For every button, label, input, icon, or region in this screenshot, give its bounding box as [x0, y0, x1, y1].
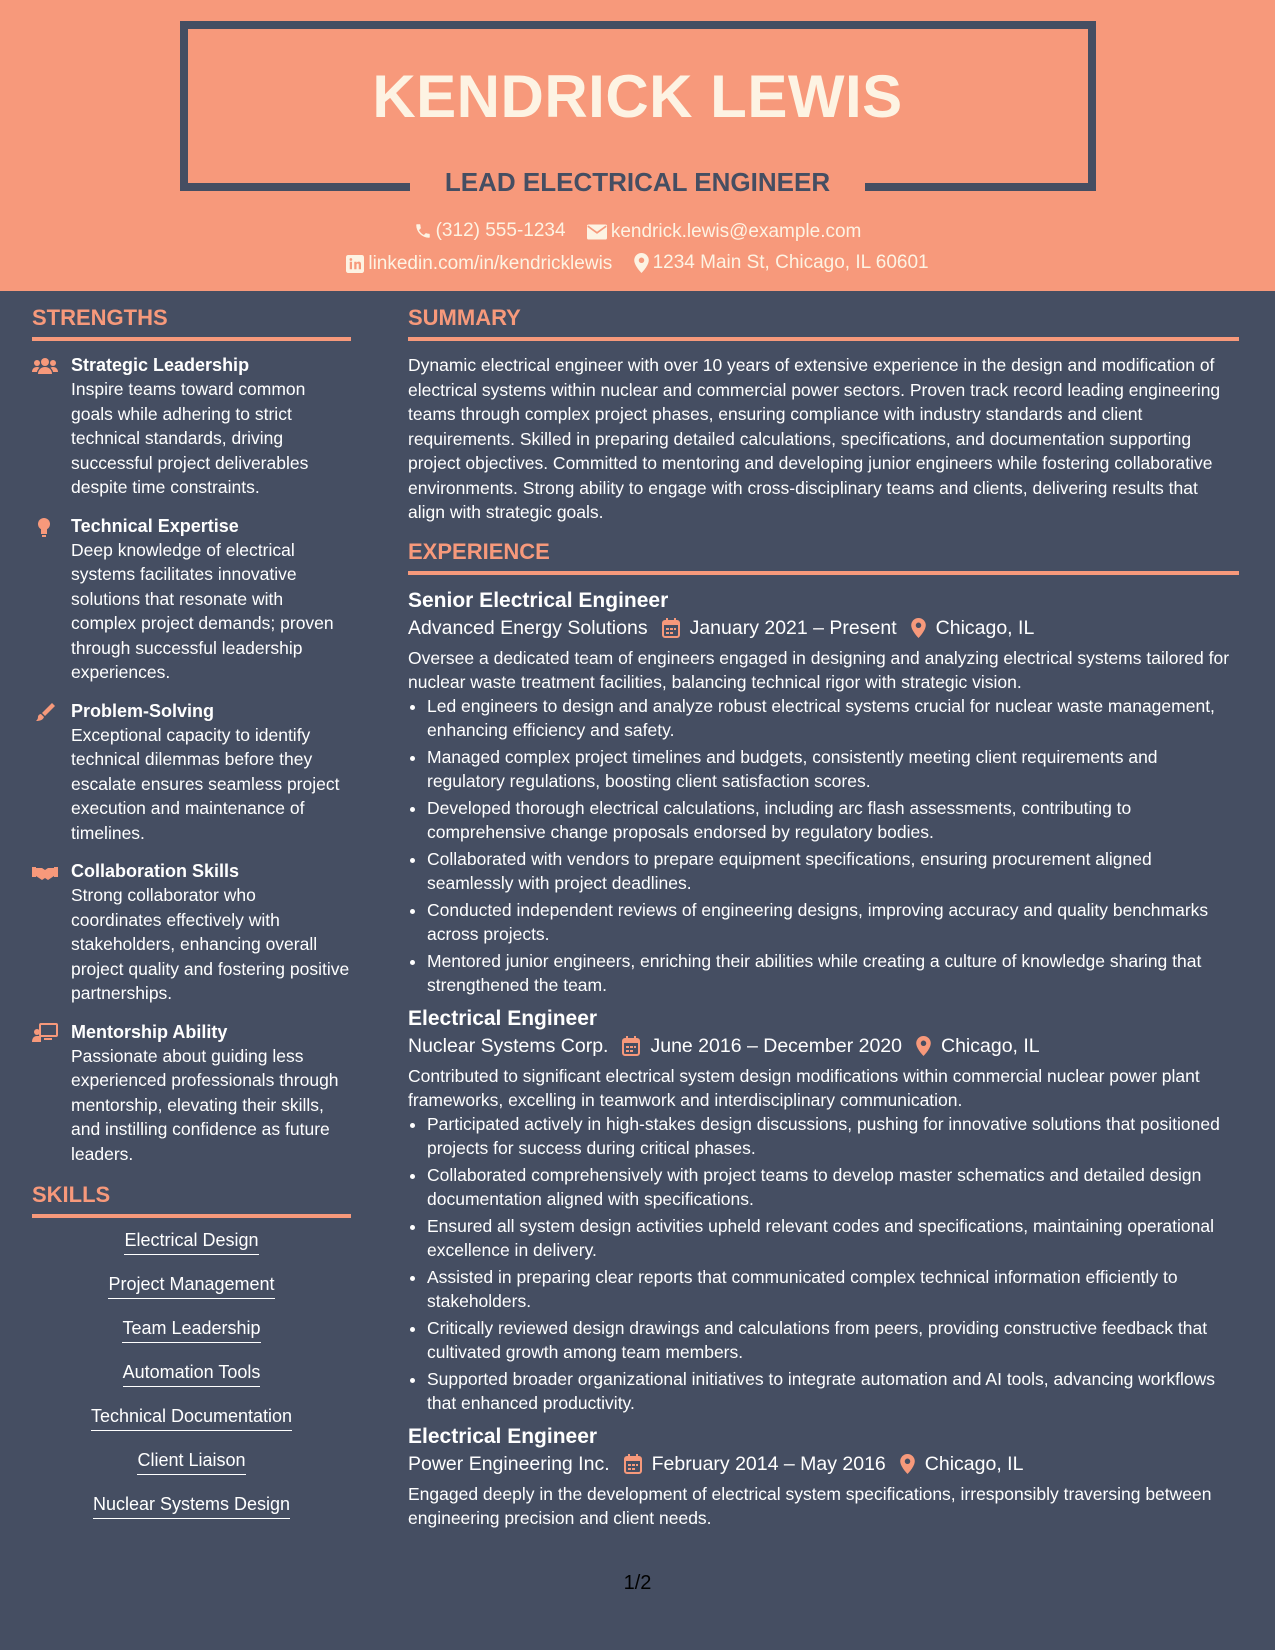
skill-item: Nuclear Systems Design	[93, 1494, 290, 1519]
strength-desc: Deep knowledge of electrical systems facilitates innovative solutions that resonate with complex project demands; proven through successful leadership experiences.	[71, 539, 334, 682]
linkedin-icon	[346, 255, 364, 273]
contact-row-1	[0, 220, 1275, 246]
calendar-icon	[662, 618, 680, 638]
skills-heading: SKILLS	[32, 1182, 351, 1218]
users-icon	[32, 356, 58, 376]
skill-item: Automation Tools	[123, 1362, 261, 1387]
email-text: kendrick.lewis@example.com	[610, 221, 862, 242]
contact-row-2	[0, 252, 1275, 279]
experience-heading: EXPERIENCE	[408, 539, 1239, 575]
job-location: Chicago, IL	[941, 1034, 1040, 1057]
strength-item	[32, 353, 351, 500]
envelope-icon	[587, 224, 607, 240]
job-description: Oversee a dedicated team of engineers engaged in designing and analyzing electrical systems tailored for nuclear waste treatment facilities, balancing technical rigor with strategic vision.	[408, 647, 1230, 692]
job-dates: February 2014 – May 2016	[651, 1452, 886, 1475]
job-title: Senior Electrical Engineer	[408, 588, 669, 612]
job-entry	[408, 1423, 1239, 1530]
teacher-icon	[32, 1023, 58, 1043]
job-bullet: • Conducted independent reviews of engineering designs, improving accuracy and quality benchmarks across projects.	[427, 898, 1239, 946]
skill-item: Team Leadership	[122, 1318, 260, 1343]
brush-icon	[32, 702, 58, 722]
candidate-name: KENDRICK LEWIS	[372, 63, 903, 130]
skill-item: Technical Documentation	[91, 1406, 292, 1431]
job-location: Chicago, IL	[924, 1452, 1024, 1475]
strength-item	[32, 699, 351, 846]
job-bullet: • Developed thorough electrical calculations, including arc flash assessments, contributing to comprehensive change proposals endorsed by regulatory bodies.	[427, 796, 1239, 844]
job-entry	[408, 1005, 1239, 1415]
strength-item	[32, 1020, 351, 1167]
strength-desc: Exceptional capacity to identify technical dilemmas before they escalate ensures seamless project execution and maintenance of timelines.	[71, 724, 340, 843]
page-number: 1/2	[623, 1572, 652, 1594]
job-company: Power Engineering Inc.	[408, 1452, 610, 1475]
strengths-heading: STRENGTHS	[32, 305, 351, 341]
job-title: Electrical Engineer	[408, 1006, 598, 1030]
job-bullets	[408, 694, 1239, 997]
map-pin-icon	[916, 1036, 931, 1056]
job-location: Chicago, IL	[935, 616, 1035, 639]
strength-desc: Strong collaborator who coordinates effectively with stakeholders, enhancing overall project quality and fostering positive partnerships.	[71, 885, 350, 1003]
summary-heading: SUMMARY	[408, 305, 1239, 341]
job-dates: June 2016 – December 2020	[650, 1034, 902, 1057]
strength-item	[32, 859, 351, 1006]
address-contact	[634, 252, 929, 274]
phone-icon	[414, 222, 432, 240]
strength-title: Collaboration Skills	[71, 861, 240, 881]
strength-desc: Passionate about guiding less experienced professionals through mentorship, elevating their skills, and instilling confidence as future leaders.	[71, 1045, 339, 1164]
job-bullet: • Assisted in preparing clear reports that communicated complex technical information efficiently to stakeholders.	[427, 1265, 1239, 1313]
job-bullet: • Supported broader organizational initiatives to integrate automation and AI tools, advancing workflows that enhanced productivity.	[427, 1367, 1239, 1415]
strength-title: Strategic Leadership	[71, 355, 250, 375]
right-column	[408, 305, 1239, 1530]
skill-item: Electrical Design	[124, 1230, 258, 1255]
job-dates: January 2021 – Present	[689, 616, 897, 639]
job-bullet: • Managed complex project timelines and budgets, consistently meeting client requirements and regulatory regulations, boosting client satisfaction scores.	[427, 745, 1239, 793]
job-bullet: • Collaborated with vendors to prepare equipment specifications, ensuring procurement aligned seamlessly with project deadlines.	[427, 847, 1239, 895]
handshake-icon	[32, 862, 58, 882]
job-bullet: • Critically reviewed design drawings and calculations from peers, providing constructive feedback that cultivated growth among team members.	[427, 1316, 1239, 1364]
linkedin-text: linkedin.com/in/kendricklewis	[368, 253, 613, 274]
job-company: Nuclear Systems Corp.	[408, 1034, 609, 1057]
strength-desc: Inspire teams toward common goals while adhering to strict technical standards, driving successful project deliverables despite time constraints.	[71, 379, 309, 497]
job-meta	[408, 617, 1239, 640]
job-bullet: • Collaborated comprehensively with project teams to develop master schematics and detailed design documentation aligned with specifications.	[427, 1163, 1239, 1211]
candidate-role: LEAD ELECTRICAL ENGINEER	[444, 167, 831, 197]
skill-list	[32, 1230, 351, 1538]
calendar-icon	[622, 1036, 640, 1056]
job-meta	[408, 1453, 1239, 1476]
job-bullet: • Mentored junior engineers, enriching their abilities while creating a culture of knowledge sharing that strengthened the team.	[427, 949, 1239, 997]
map-pin-icon	[634, 253, 649, 273]
phone-contact[interactable]	[414, 220, 566, 242]
job-bullet: • Ensured all system design activities upheld relevant codes and specifications, maintaining operational excellence in delivery.	[427, 1214, 1239, 1262]
email-contact[interactable]	[587, 221, 862, 243]
map-pin-icon	[900, 1454, 915, 1474]
job-bullets	[408, 1112, 1239, 1415]
skill-item: Project Management	[108, 1274, 274, 1299]
summary-text: Dynamic electrical engineer with over 10 years of extensive experience in the design and modification of electrical systems within nuclear and commercial power sectors. Proven track record leading engineering teams through complex project phases, ensuring compliance with industry standards and client requirements. Skilled in preparing detailed calculations, specifications, and documentation supporting project objectives. Committed to mentoring and developing junior engineers while fostering collaborative environments. Strong ability to engage with cross-disciplinary teams and clients, delivering results that align with strategic goals.	[408, 355, 1221, 522]
linkedin-contact[interactable]	[346, 253, 612, 275]
job-description: Contributed to significant electrical system design modifications within commercial nuclear power plant frameworks, excelling in teamwork and interdisciplinary communication.	[408, 1065, 1200, 1110]
phone-text: (312) 555-1234	[435, 220, 566, 241]
strength-item	[32, 514, 351, 685]
job-description: Engaged deeply in the development of electrical system specifications, irresponsibly traversing between engineering precision and client needs.	[408, 1483, 1212, 1528]
job-entry	[408, 587, 1239, 997]
strength-title: Technical Expertise	[71, 515, 239, 536]
lightbulb-icon	[32, 517, 58, 537]
calendar-icon	[624, 1454, 642, 1474]
strength-title: Problem-Solving	[71, 700, 215, 721]
address-text: 1234 Main St, Chicago, IL 60601	[652, 252, 929, 273]
job-title: Electrical Engineer	[408, 1424, 598, 1448]
strength-title: Mentorship Ability	[71, 1021, 228, 1042]
header-banner	[0, 0, 1275, 291]
job-bullet: • Participated actively in high-stakes design discussions, pushing for innovative solutions that positioned projects for success during critical phases.	[427, 1112, 1239, 1160]
map-pin-icon	[911, 618, 926, 638]
job-meta	[408, 1035, 1239, 1058]
left-column	[32, 305, 351, 1538]
job-bullet: • Led engineers to design and analyze robust electrical systems crucial for nuclear waste management, enhancing efficiency and safety.	[427, 694, 1239, 742]
skill-item: Client Liaison	[137, 1450, 245, 1475]
job-company: Advanced Energy Solutions	[408, 616, 648, 639]
